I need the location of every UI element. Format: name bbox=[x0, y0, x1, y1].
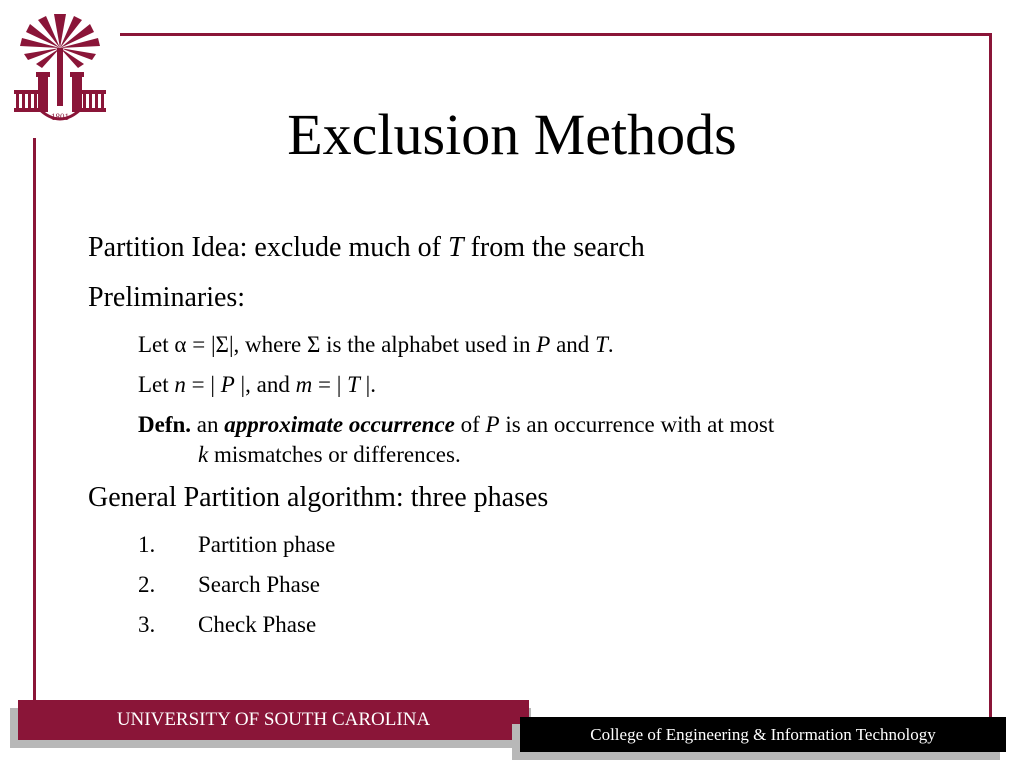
footer-university-banner: UNIVERSITY OF SOUTH CAROLINA bbox=[18, 700, 529, 740]
frame-top-line bbox=[120, 33, 992, 36]
bullet-general-partition: General Partition algorithm: three phases bbox=[88, 482, 549, 513]
slide-title: Exclusion Methods bbox=[287, 102, 737, 167]
phase-number: 2. bbox=[138, 572, 156, 597]
phase-item-1 bbox=[138, 530, 968, 560]
logo-year: 1801 bbox=[51, 112, 69, 122]
frame-left-line bbox=[33, 138, 36, 700]
phase-label: Search Phase bbox=[198, 572, 320, 597]
phase-number: 3. bbox=[138, 612, 156, 637]
phase-item-2 bbox=[138, 570, 968, 600]
phase-label: Partition phase bbox=[198, 532, 336, 557]
sub-bullet-let-n: Let n = | P |, and m = | T |. bbox=[138, 372, 376, 397]
sub-bullet-let-alpha: Let α = |Σ|, where Σ is the alphabet used in P and T. bbox=[138, 332, 614, 357]
phase-number: 1. bbox=[138, 532, 156, 557]
slide-content bbox=[88, 230, 968, 650]
bullet-preliminaries: Preliminaries: bbox=[88, 282, 246, 313]
footer-college-banner: College of Engineering & Information Technology bbox=[520, 717, 1006, 752]
sub-bullet-definition: Defn. an approximate occurrence of P is an occurrence with at most k mismatches or differences. bbox=[138, 412, 775, 467]
bullet-partition-idea: Partition Idea: exclude much of T from the search bbox=[88, 232, 645, 263]
phase-label: Check Phase bbox=[198, 612, 317, 637]
phase-item-3 bbox=[138, 610, 968, 640]
